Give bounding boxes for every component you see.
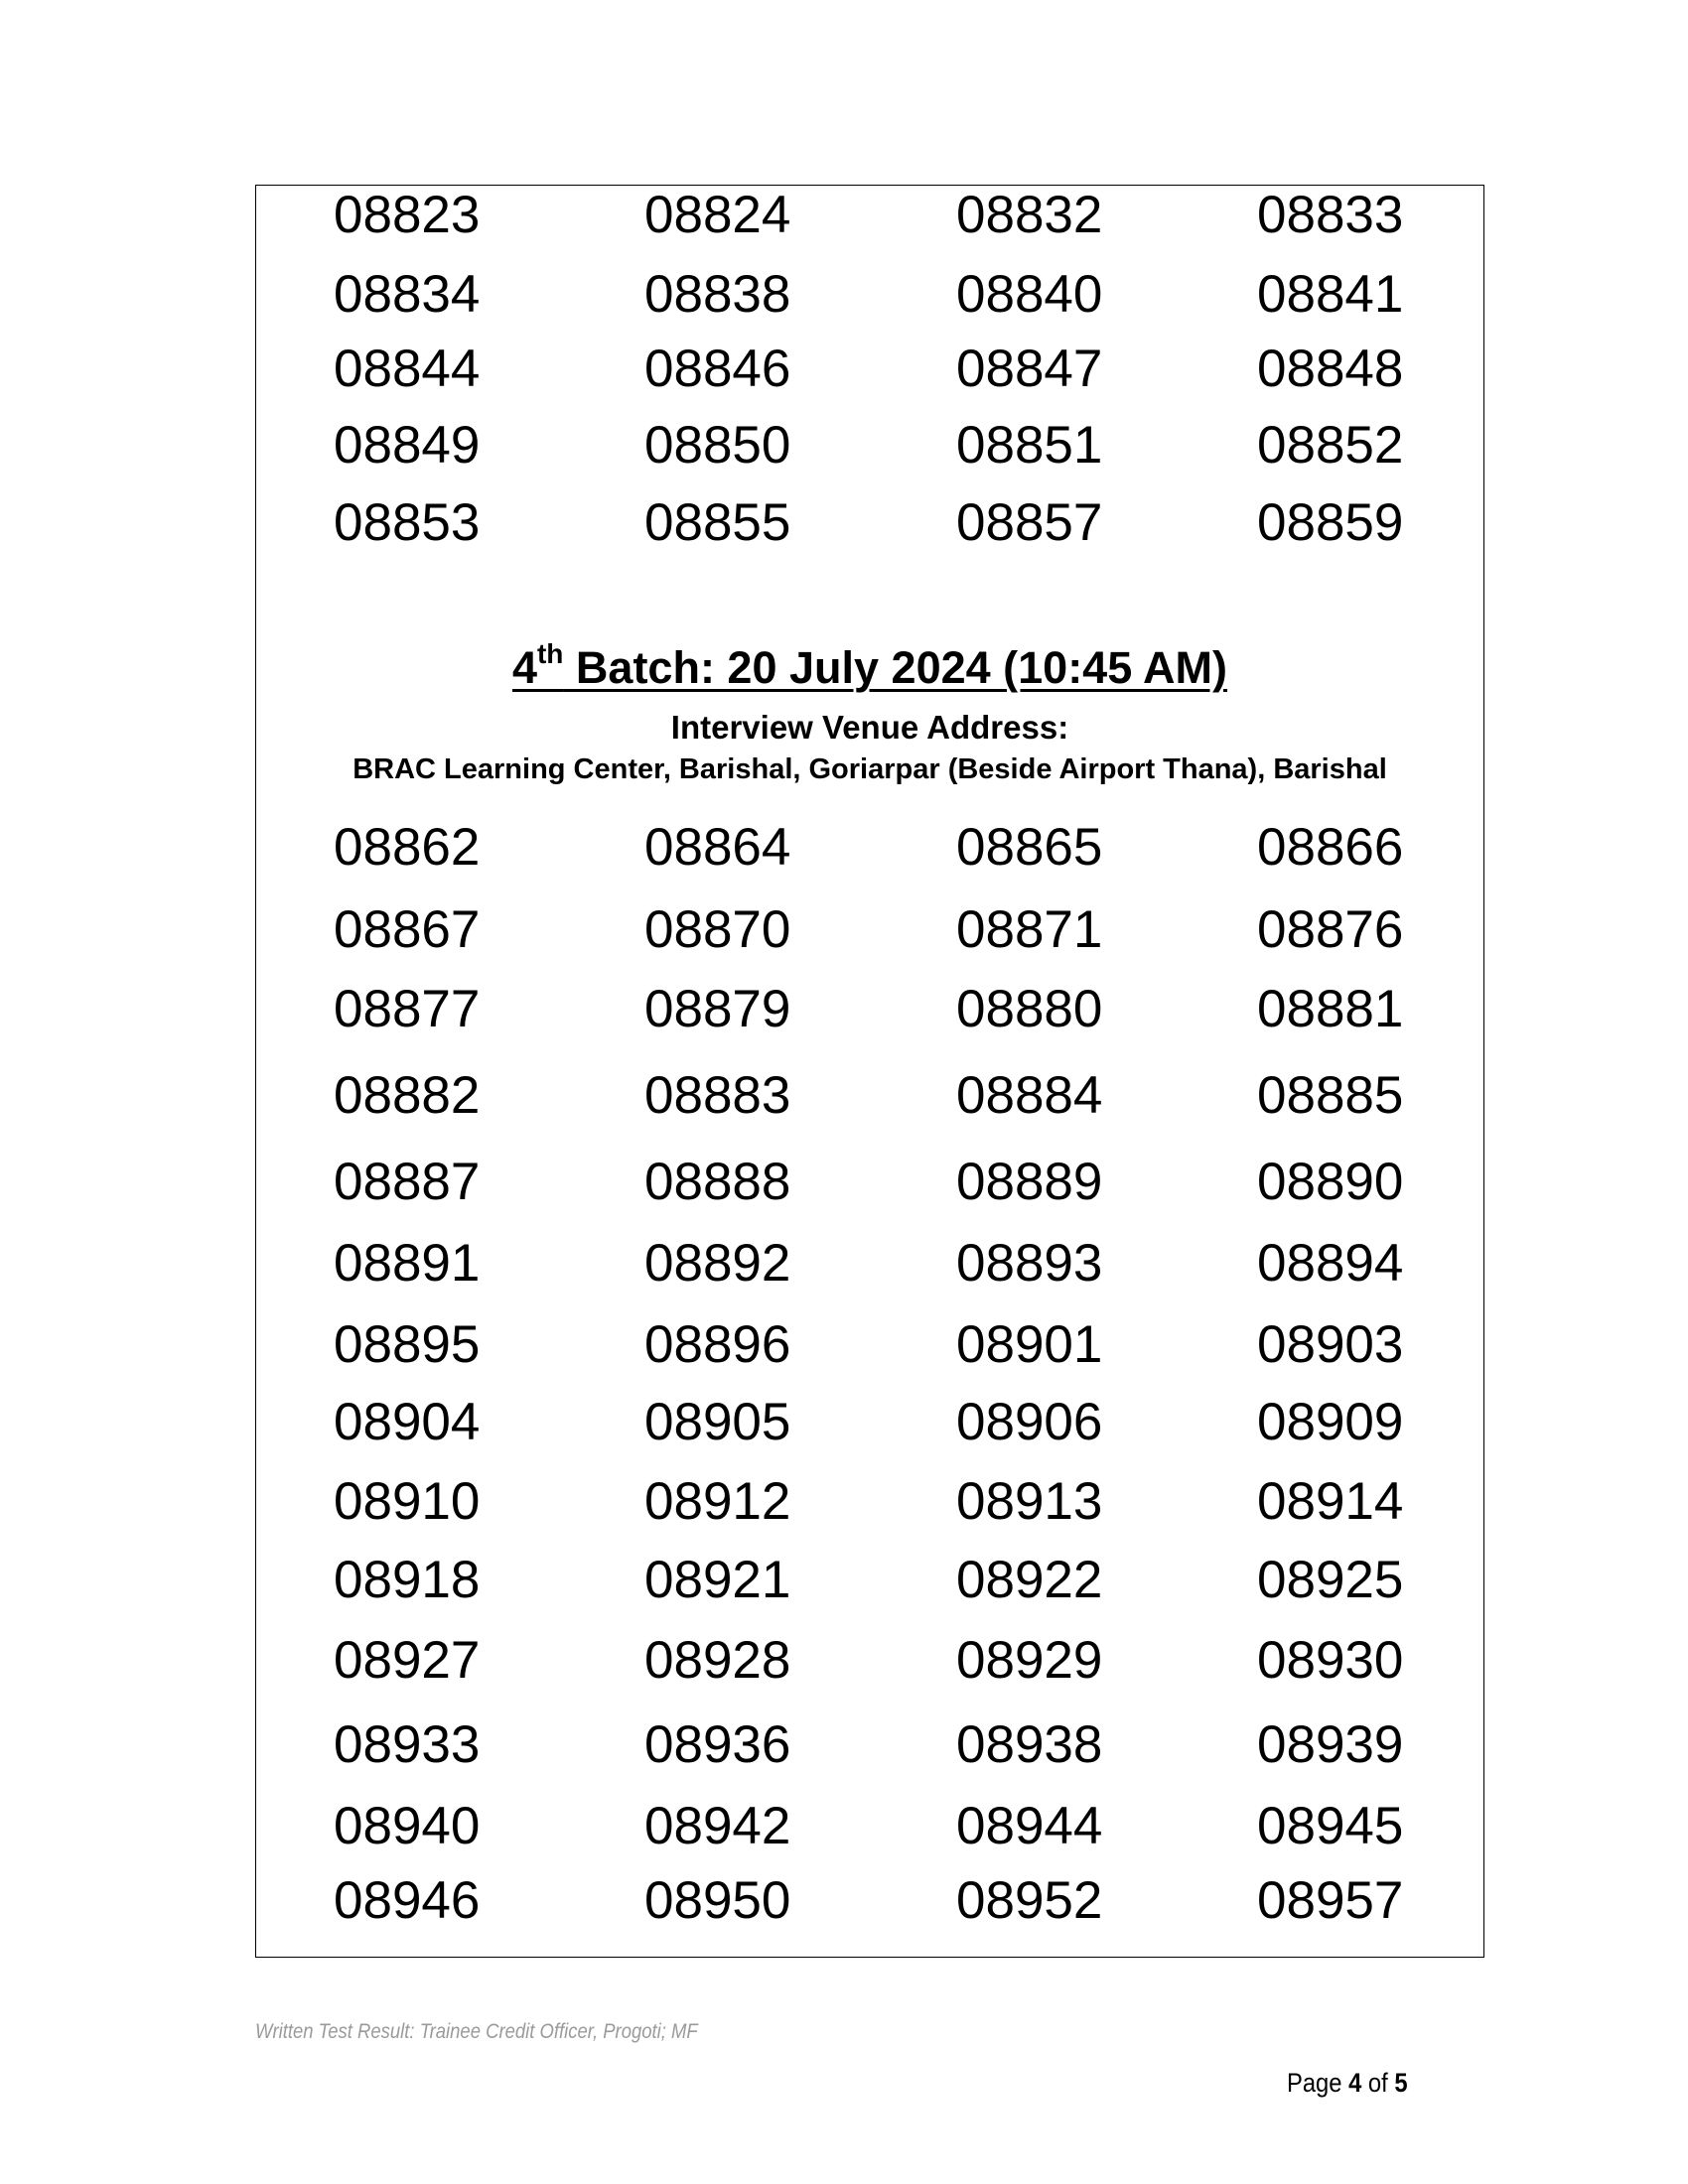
result-table-frame bbox=[255, 185, 1484, 1958]
roll-number: 08918 bbox=[334, 1551, 481, 1609]
roll-row bbox=[256, 340, 1483, 399]
roll-number: 08840 bbox=[956, 265, 1103, 324]
roll-number: 08847 bbox=[956, 340, 1103, 398]
roll-number: 08942 bbox=[644, 1797, 791, 1855]
roll-number: 08887 bbox=[334, 1153, 481, 1211]
roll-number: 08896 bbox=[644, 1315, 791, 1374]
roll-number: 08851 bbox=[956, 416, 1103, 475]
roll-number: 08925 bbox=[1257, 1551, 1404, 1609]
roll-number: 08859 bbox=[1257, 493, 1404, 552]
roll-number: 08952 bbox=[956, 1871, 1103, 1930]
page-total: 5 bbox=[1394, 2068, 1408, 2098]
roll-number: 08910 bbox=[334, 1472, 481, 1531]
roll-number: 08921 bbox=[644, 1551, 791, 1609]
roll-number: 08936 bbox=[644, 1715, 791, 1774]
roll-number: 08841 bbox=[1257, 265, 1404, 324]
roll-number: 08927 bbox=[334, 1631, 481, 1690]
roll-number: 08912 bbox=[644, 1472, 791, 1531]
roll-number: 08852 bbox=[1257, 416, 1404, 475]
roll-number: 08914 bbox=[1257, 1472, 1404, 1531]
roll-number: 08891 bbox=[334, 1234, 481, 1293]
page-current: 4 bbox=[1348, 2068, 1362, 2098]
roll-number: 08876 bbox=[1257, 900, 1404, 959]
roll-number: 08928 bbox=[644, 1631, 791, 1690]
roll-row bbox=[256, 1234, 1483, 1294]
page-of: of bbox=[1361, 2068, 1395, 2098]
batch4-heading-text bbox=[511, 638, 1228, 693]
roll-number: 08922 bbox=[956, 1551, 1103, 1609]
roll-number: 08864 bbox=[644, 818, 791, 877]
roll-number: 08940 bbox=[334, 1797, 481, 1855]
roll-number: 08909 bbox=[1257, 1393, 1404, 1451]
batch4-heading bbox=[256, 640, 1483, 696]
roll-row bbox=[256, 1393, 1483, 1452]
roll-number: 08892 bbox=[644, 1234, 791, 1293]
roll-row bbox=[256, 1871, 1483, 1931]
roll-number: 08903 bbox=[1257, 1315, 1404, 1374]
roll-number: 08855 bbox=[644, 493, 791, 552]
roll-number: 08848 bbox=[1257, 340, 1404, 398]
roll-number: 08957 bbox=[1257, 1871, 1404, 1930]
roll-row bbox=[256, 1472, 1483, 1532]
roll-number: 08938 bbox=[956, 1715, 1103, 1774]
roll-number: 08893 bbox=[956, 1234, 1103, 1293]
roll-row bbox=[256, 1315, 1483, 1375]
roll-number: 08906 bbox=[956, 1393, 1103, 1451]
roll-number: 08905 bbox=[644, 1393, 791, 1451]
roll-row bbox=[256, 493, 1483, 553]
roll-number: 08889 bbox=[956, 1153, 1103, 1211]
roll-number: 08950 bbox=[644, 1871, 791, 1930]
roll-number: 08945 bbox=[1257, 1797, 1404, 1855]
venue-label: Interview Venue Address: bbox=[670, 709, 1069, 746]
roll-number: 08946 bbox=[334, 1871, 481, 1930]
roll-number: 08857 bbox=[956, 493, 1103, 552]
batch4-title-rest: Batch: 20 July 2024 (10:45 AM) bbox=[563, 642, 1228, 693]
roll-number: 08823 bbox=[334, 186, 481, 244]
roll-row bbox=[256, 265, 1483, 325]
roll-number: 08885 bbox=[1257, 1066, 1404, 1125]
roll-row bbox=[256, 1153, 1483, 1212]
roll-number: 08904 bbox=[334, 1393, 481, 1451]
roll-number: 08894 bbox=[1257, 1234, 1404, 1293]
roll-number: 08846 bbox=[644, 340, 791, 398]
roll-number: 08879 bbox=[644, 980, 791, 1038]
roll-number: 08834 bbox=[334, 265, 481, 324]
roll-row bbox=[256, 1631, 1483, 1691]
roll-number: 08849 bbox=[334, 416, 481, 475]
roll-row bbox=[256, 1797, 1483, 1856]
roll-number: 08939 bbox=[1257, 1715, 1404, 1774]
roll-number: 08929 bbox=[956, 1631, 1103, 1690]
roll-number: 08880 bbox=[956, 980, 1103, 1038]
roll-row bbox=[256, 186, 1483, 245]
roll-number: 08844 bbox=[334, 340, 481, 398]
roll-number: 08895 bbox=[334, 1315, 481, 1374]
batch4-ordinal-number: 4 bbox=[511, 642, 537, 693]
roll-number: 08890 bbox=[1257, 1153, 1404, 1211]
roll-row bbox=[256, 1066, 1483, 1126]
roll-number: 08881 bbox=[1257, 980, 1404, 1038]
roll-number: 08882 bbox=[334, 1066, 481, 1125]
roll-number: 08833 bbox=[1257, 186, 1404, 244]
roll-number: 08901 bbox=[956, 1315, 1103, 1374]
roll-number: 08838 bbox=[644, 265, 791, 324]
roll-number: 08832 bbox=[956, 186, 1103, 244]
footer-note: Written Test Result: Trainee Credit Officer, Progoti; MF bbox=[255, 2020, 698, 2043]
roll-number: 08870 bbox=[644, 900, 791, 959]
roll-number: 08862 bbox=[334, 818, 481, 877]
roll-number: 08867 bbox=[334, 900, 481, 959]
roll-number: 08877 bbox=[334, 980, 481, 1038]
roll-number: 08913 bbox=[956, 1472, 1103, 1531]
batch4-ordinal-suffix: th bbox=[536, 638, 564, 669]
roll-number: 08884 bbox=[956, 1066, 1103, 1125]
roll-number: 08850 bbox=[644, 416, 791, 475]
roll-number: 08944 bbox=[956, 1797, 1103, 1855]
roll-row bbox=[256, 818, 1483, 878]
roll-number: 08930 bbox=[1257, 1631, 1404, 1690]
roll-number: 08933 bbox=[334, 1715, 481, 1774]
roll-number: 08853 bbox=[334, 493, 481, 552]
roll-number: 08865 bbox=[956, 818, 1103, 877]
roll-row bbox=[256, 900, 1483, 960]
page-number bbox=[1287, 2068, 1408, 2099]
roll-number: 08888 bbox=[644, 1153, 791, 1211]
roll-number: 08824 bbox=[644, 186, 791, 244]
roll-row bbox=[256, 416, 1483, 476]
roll-number: 08866 bbox=[1257, 818, 1404, 877]
roll-row bbox=[256, 980, 1483, 1039]
roll-number: 08871 bbox=[956, 900, 1103, 959]
roll-row bbox=[256, 1715, 1483, 1775]
roll-number: 08883 bbox=[644, 1066, 791, 1125]
venue-address: BRAC Learning Center, Barishal, Goriarpar (Beside Airport Thana), Barishal bbox=[352, 753, 1387, 785]
roll-row bbox=[256, 1551, 1483, 1610]
page-prefix: Page bbox=[1287, 2068, 1349, 2098]
